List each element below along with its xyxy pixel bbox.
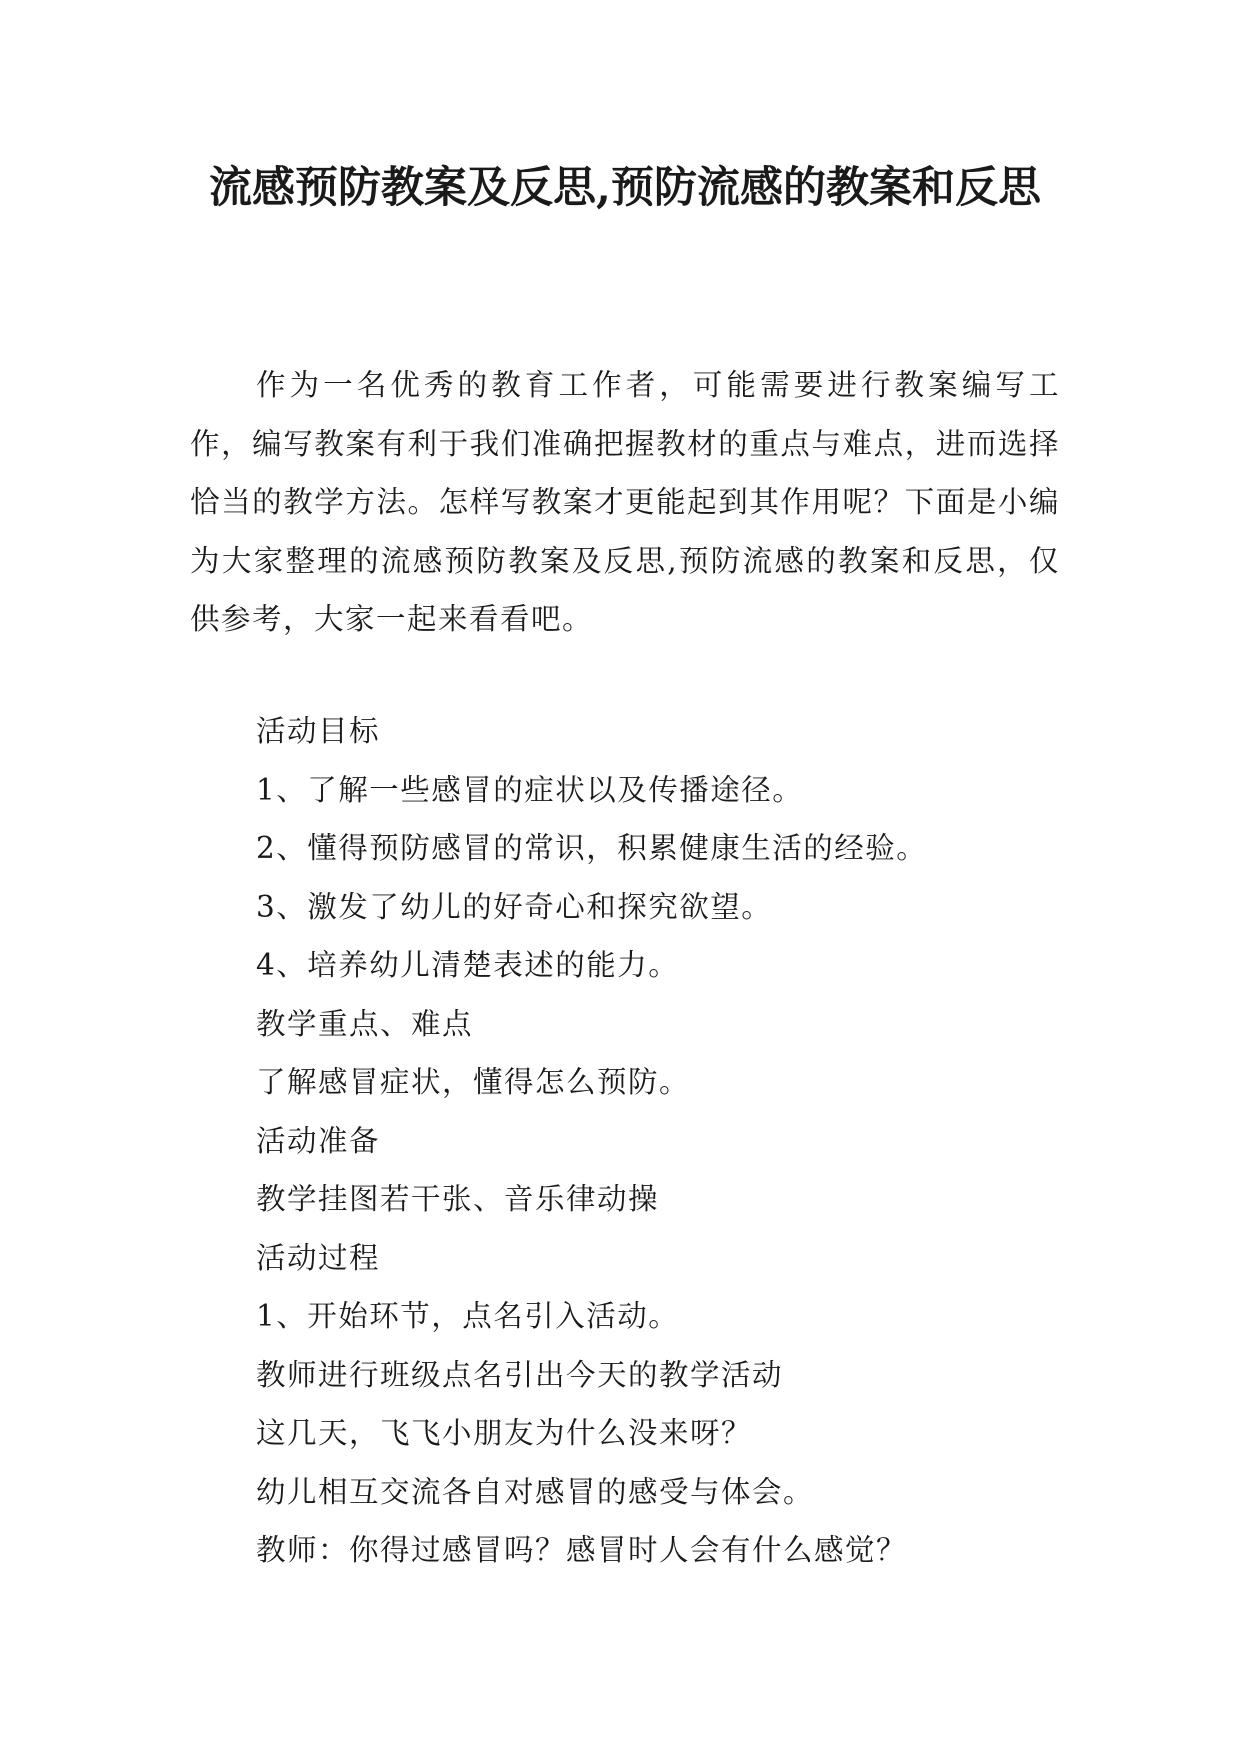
- intro-paragraph: 作为一名优秀的教育工作者，可能需要进行教案编写工作，编写教案有利于我们准确把握教材的重点与难点，进而选择恰当的教学方法。怎样写教案才更能起到其作用呢？下面是小编为大家整理的流感预防教案及反思,预防流感的教案和反思，仅供参考，大家一起来看看吧。: [190, 368, 1060, 636]
- section-heading-process: 活动过程: [256, 1240, 381, 1275]
- section-heading-preparation: 活动准备: [256, 1123, 381, 1158]
- section-heading-key-points: 教学重点、难点: [256, 1006, 474, 1041]
- body-lines: [256, 702, 1056, 1580]
- text-line: 教学挂图若干张、音乐律动操: [256, 1182, 660, 1216]
- text-line: 这几天，飞飞小朋友为什么没来呀？: [256, 1416, 753, 1450]
- text-line: 了解感冒症状，懂得怎么预防。: [256, 1065, 691, 1099]
- list-item: 2、懂得预防感冒的常识，积累健康生活的经验。: [256, 831, 928, 865]
- text-line: 教师：你得过感冒吗？感冒时人会有什么感觉？: [256, 1533, 908, 1567]
- list-item: 3、激发了幼儿的好奇心和探究欲望。: [256, 889, 773, 924]
- text-line: 教师进行班级点名引出今天的教学活动: [256, 1357, 784, 1392]
- list-item: 1、开始环节，点名引入活动。: [256, 1299, 680, 1333]
- list-item: 1、了解一些感冒的症状以及传播途径。: [256, 772, 804, 807]
- section-heading-objectives: 活动目标: [256, 714, 381, 748]
- document-title: 流感预防教案及反思,预防流感的教案和反思: [209, 163, 1041, 213]
- list-item: 4、培养幼儿清楚表述的能力。: [256, 948, 680, 982]
- text-line: 幼儿相互交流各自对感冒的感受与体会。: [256, 1474, 815, 1509]
